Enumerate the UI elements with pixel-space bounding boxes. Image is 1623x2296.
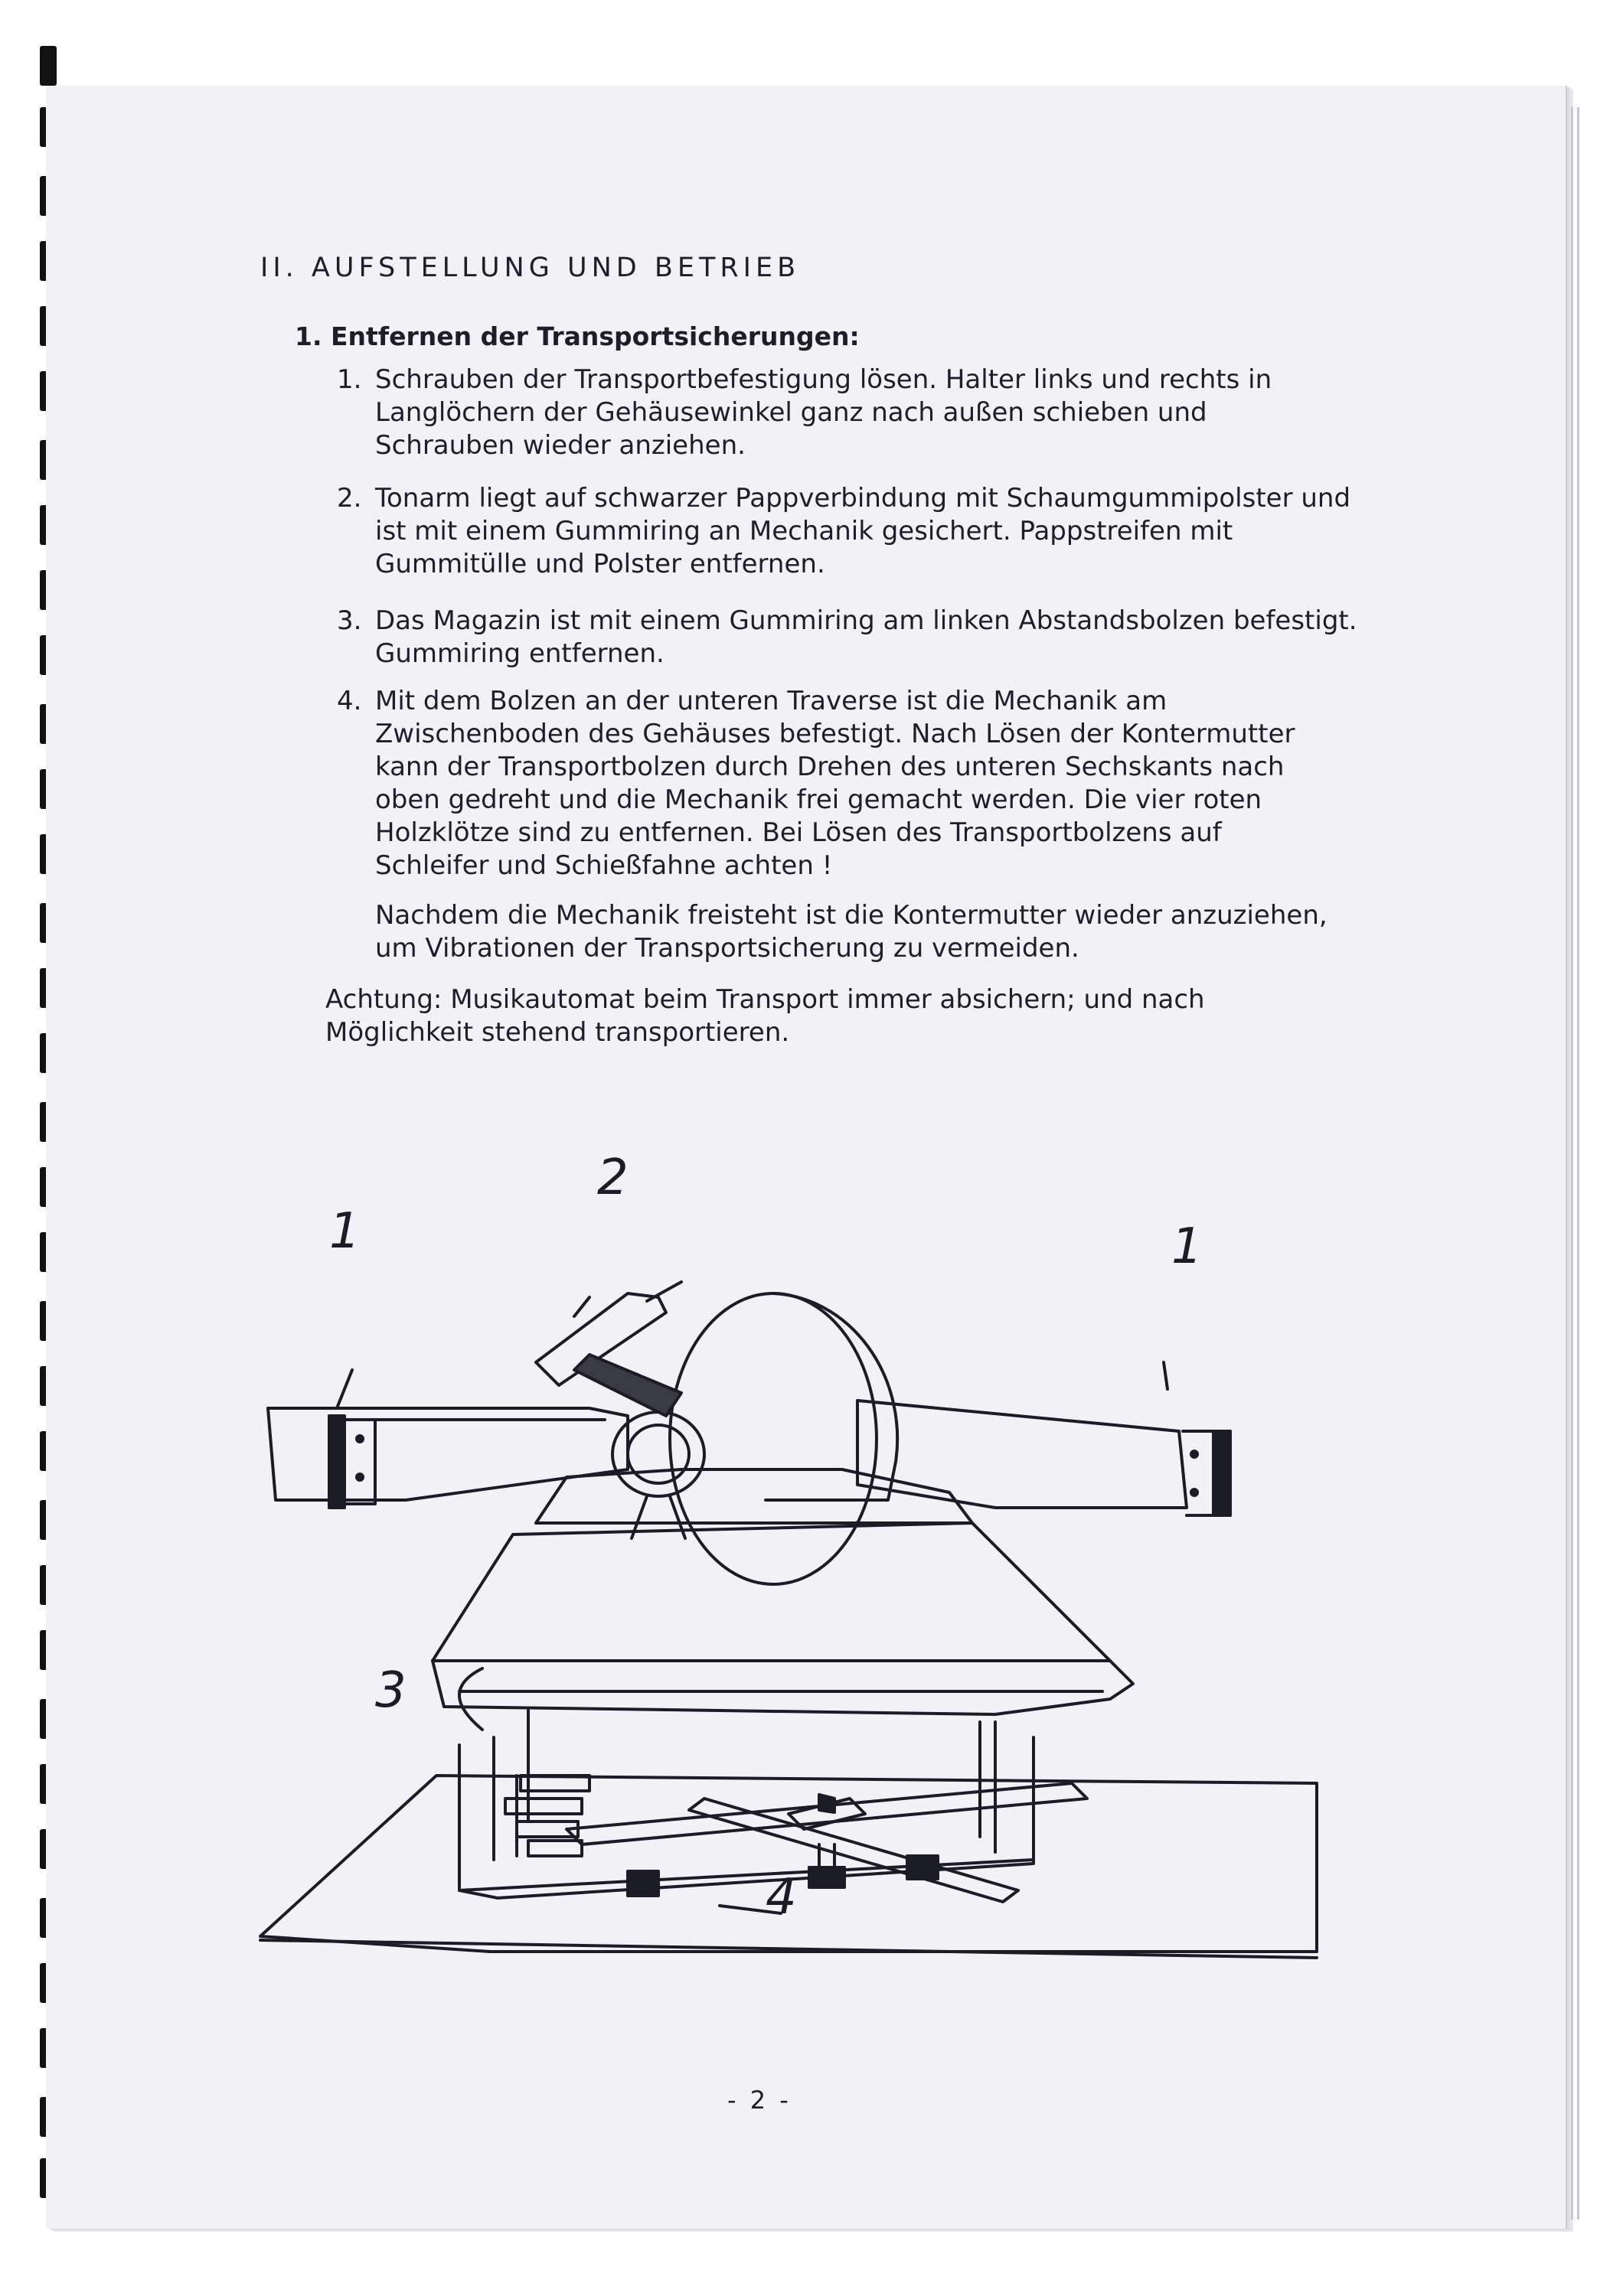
left-arm	[268, 1408, 628, 1500]
list-item	[337, 482, 1370, 581]
figure-label: 4	[766, 1869, 797, 1926]
figure-label: 2	[597, 1150, 629, 1206]
item-number: 3.	[337, 605, 362, 636]
item-number: 4.	[337, 686, 362, 716]
figure-label: 1	[1171, 1218, 1203, 1275]
list-item	[337, 364, 1347, 462]
warning-label: Achtung:	[325, 984, 442, 1015]
left-holder	[329, 1416, 375, 1508]
list-item	[337, 685, 1317, 882]
figure-label: 3	[375, 1662, 407, 1719]
subheading: 1. Entfernen der Transportsicherungen:	[295, 321, 860, 351]
note-text: Nachdem die Mechanik freisteht ist die Kontermutter wieder anzuziehen, um Vibrationen der Transportsicherung zu vermeiden.	[375, 900, 1327, 964]
figure-label: 1	[329, 1203, 361, 1260]
item-text: Das Magazin ist mit einem Gummiring am linken Abstandsbolzen befestigt. Gummiring entfernen.	[375, 605, 1357, 669]
mechanism-housing	[433, 1661, 1133, 1714]
warning-text: Musikautomat beim Transport immer absichern; und nach Möglichkeit stehend transportieren.	[325, 984, 1205, 1048]
list-item	[337, 605, 1386, 670]
right-holder	[1183, 1431, 1230, 1515]
item-number: 2.	[337, 483, 362, 514]
warning	[325, 983, 1351, 1049]
section-title: II. AUFSTELLUNG UND BETRIEB	[260, 253, 801, 283]
page-number: - 2 -	[727, 2086, 792, 2115]
transport-lock-figure	[230, 1140, 1363, 2059]
item-text: Schrauben der Transportbefestigung lösen. Halter links und rechts in Langlöchern der Gehäusewinkel ganz nach außen schieben und Schrauben wieder anziehen.	[375, 364, 1272, 461]
item-text: Tonarm liegt auf schwarzer Pappverbindung mit Schaumgummipolster und ist mit einem Gummiring an Mechanik gesichert. Pappstreifen mit Gummitülle und Polster entfernen.	[375, 483, 1351, 579]
wood-blocks	[505, 1776, 589, 1856]
item-text: Mit dem Bolzen an der unteren Traverse ist die Mechanik am Zwischenboden des Gehäuses befestigt. Nach Lösen der Kontermutter kann der Transportbolzen durch Drehen des unteren Sechskants nach oben gedreht und die Mechanik frei gemacht werden. Die vier roten Holzklötze sind zu entfernen. Bei Lösen des Transportbolzens auf Schleifer und Schießfahne achten !	[375, 686, 1295, 881]
right-arm	[857, 1401, 1187, 1508]
foot	[907, 1856, 938, 1879]
foot	[628, 1871, 658, 1896]
item-number: 1.	[337, 364, 362, 395]
spacer-bolt	[459, 1668, 482, 1730]
